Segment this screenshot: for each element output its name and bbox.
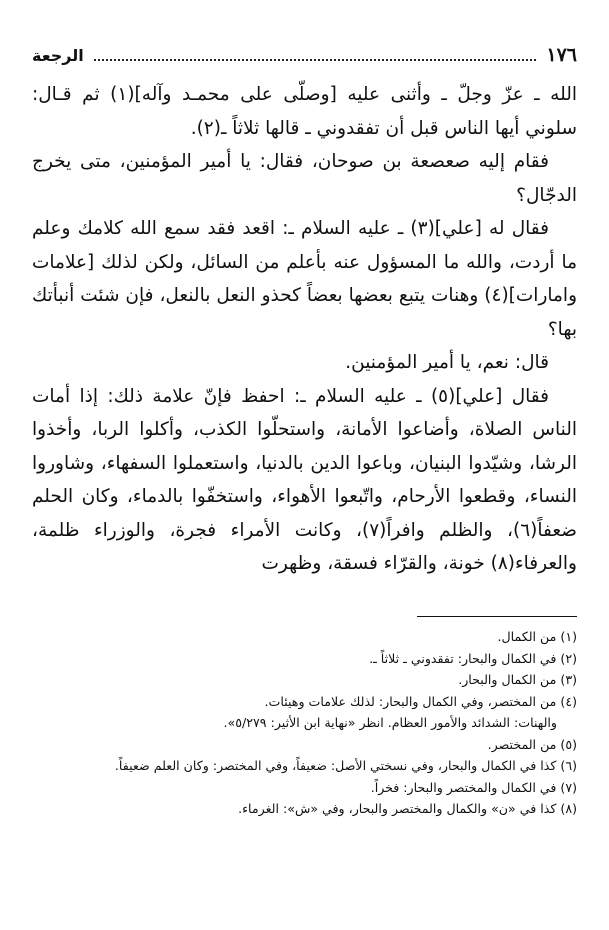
paragraph: فقال له [علي](٣) ـ عليه السلام ـ: اقعد فقد سمع الله كلامك وعلم ما أردت، والله ما المسؤول عنه بأعلم من السائل، ولكن لذلك [علامات وامارات](٤) وهنات يتبع بعضها بعضاً كحذو النعل بالنعل، فإن شئت أنبأتك بها؟ — [32, 218, 577, 340]
footnote-continuation: والهنات: الشدائد والأمور العظام. انظر «نهاية ابن الأثير: ٥/٢٧٩». — [223, 715, 557, 730]
page-number: ١٧٦ — [546, 44, 577, 66]
paragraph: فقال [علي](٥) ـ عليه السلام ـ: احفظ فإنّ علامة ذلك: إذا أمات الناس الصلاة، وأضاعوا الأمانة، واستحلّوا الكذب، وأكلوا الربا، وأخذوا الرشا، وشيّدوا البنيان، وباعوا الدين بالدنيا، واستعملوا السفهاء، وشاوروا النساء، وقطعوا الأرحام، واتّبعوا الأهواء، واستخفّوا بالدماء، وكان الحلم ضعفاً(٦)، والظلم وافراً(٧)، وكانت الأمراء فجرة، والوزراء ظلمة، والعرفاء(٨) خونة، والقرّاء فسقة، وظهرت — [32, 385, 577, 574]
footnote: (٣) من الكمال والبحار. — [458, 672, 577, 687]
footnote-separator — [417, 616, 577, 617]
footnote: (١) من الكمال. — [497, 629, 577, 644]
paragraph: قال: نعم، يا أمير المؤمنين. — [345, 352, 549, 373]
main-text — [32, 78, 577, 581]
footnotes — [32, 626, 577, 820]
running-title: الرجعة — [32, 45, 84, 65]
header-dotted-rule — [94, 58, 537, 61]
page-header — [32, 40, 577, 70]
paragraph: فقام إليه صعصعة بن صوحان، فقال: يا أمير المؤمنين، متى يخرج الدجّال؟ — [32, 151, 577, 206]
footnote: (٦) كذا في الكمال والبحار، وفي نسختي الأصل: ضعيفاً، وفي المختصر: وكان العلم ضعيفاً. — [114, 758, 577, 773]
footnote: (٨) كذا في «ن» والكمال والمختصر والبحار، وفي «ش»: الغرماء. — [238, 801, 577, 816]
footnote: (٧) في الكمال والمختصر والبحار: فخراً. — [370, 779, 577, 795]
footnote: (٤) من المختصر، وفي الكمال والبحار: لذلك علامات وهيئات. — [264, 693, 577, 709]
footnote: (٥) من المختصر. — [487, 736, 577, 752]
paragraph: الله ـ عزّ وجلّ ـ وأثنى عليه [وصلّى على محمـد وآله](١) ثم قـال: سلوني أيها الناس قبل أن تفقدوني ـ قالها ثلاثاً ـ(٢). — [32, 84, 577, 139]
footnote: (٢) في الكمال والبحار: تفقدوني ـ ثلاثاً ـ. — [369, 650, 577, 666]
